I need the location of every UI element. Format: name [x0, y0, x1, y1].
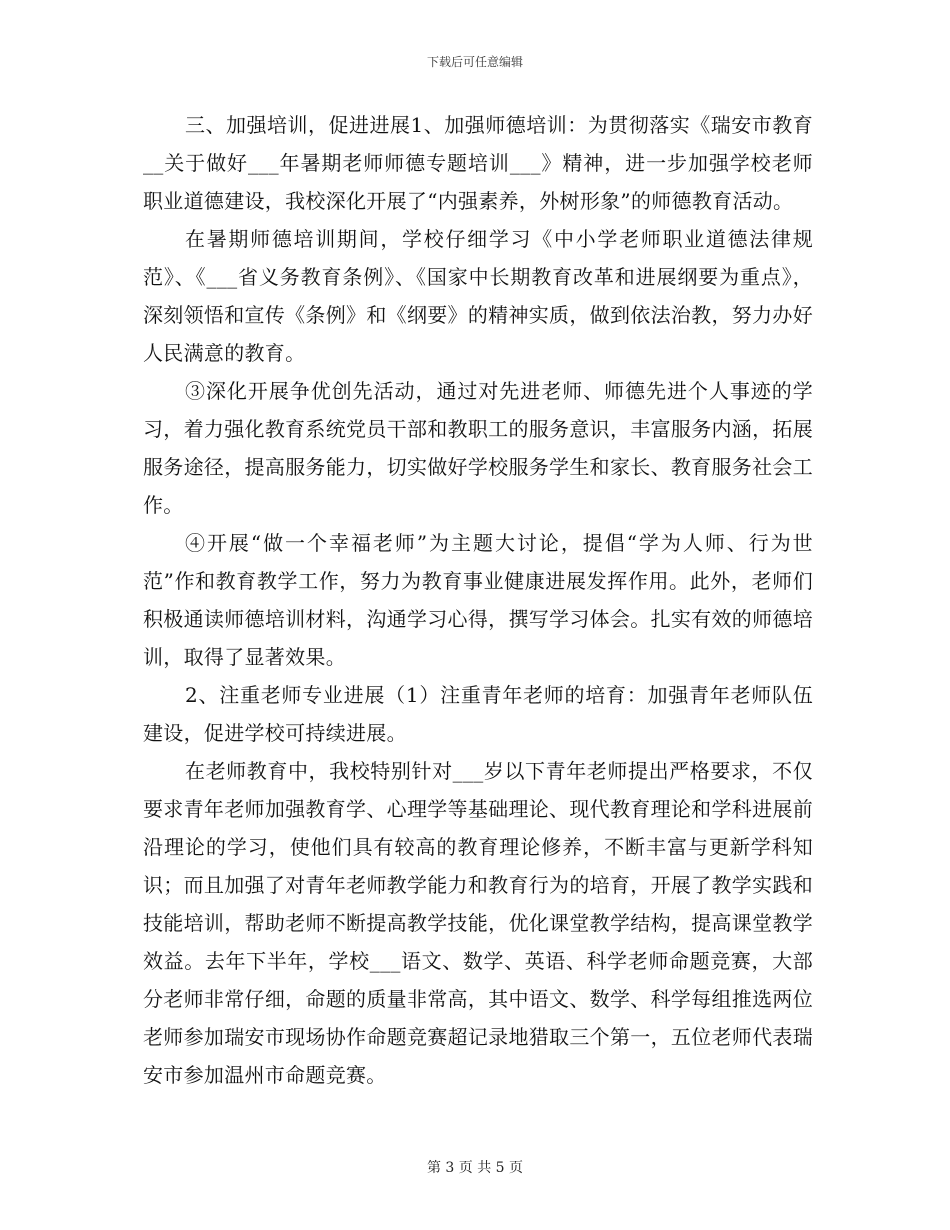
document-body	[143, 106, 813, 1094]
page-header: 下载后可任意编辑	[426, 55, 523, 69]
page-footer: 第 3 页 共 5 页	[426, 1160, 524, 1176]
paragraph-young-teachers: 在老师教育中，我校特别针对___岁以下青年老师提出严格要求，不仅要求青年老师加强教育学、心理学等基础理论、现代教育理论和学科进展前沿理论的学习，使他们具有较高的教育理论修养，不断丰富与更新学科知识；而且加强了对青年老师教学能力和教育行为的培育，开展了教学实践和技能培训，帮助老师不断提高教学技能，优化课堂教学结构，提高课堂教学效益。去年下半年，学校___语文、数学、英语、科学老师命题竞赛，大部分老师非常仔细，命题的质量非常高，其中语文、数学、科学每组推选两位老师参加瑞安市现场协作命题竞赛超记录地猎取三个第一，五位老师代表瑞安市参加温州市命题竞赛。	[143, 759, 813, 1087]
paragraph-professional-development: 2、注重老师专业进展（1）注重青年老师的培育：加强青年老师队伍建设，促进学校可持续进展。	[143, 683, 813, 745]
paragraph-happy-teacher: ④开展“做一个幸福老师”为主题大讨论，提倡“学为人师、行为世范”作和教育教学工作，努力为教育事业健康进展发挥作用。此外，老师们积极通读师德培训材料，沟通学习心得，撰写学习体会。扎实有效的师德培训，取得了显著效果。	[143, 531, 813, 669]
paragraph-training: 三、加强培训，促进进展1、加强师德培训：为贯彻落实《瑞安市教育__关于做好___年暑期老师师德专题培训___》精神，进一步加强学校老师职业道德建设，我校深化开展了“内强素养，外树形象”的师德教育活动。	[143, 113, 813, 213]
paragraph-summer-training: 在暑期师德培训期间，学校仔细学习《中小学老师职业道德法律规范》、《___省义务教育条例》、《国家中长期教育改革和进展纲要为重点》，深刻领悟和宣传《条例》和《纲要》的精神实质，做到依法治教，努力办好人民满意的教育。	[143, 227, 813, 365]
paragraph-excellence-activity: ③深化开展争优创先活动，通过对先进老师、师德先进个人事迹的学习，着力强化教育系统党员干部和教职工的服务意识，丰富服务内涵，拓展服务途径，提高服务能力，切实做好学校服务学生和家长、教育服务社会工作。	[143, 379, 813, 517]
